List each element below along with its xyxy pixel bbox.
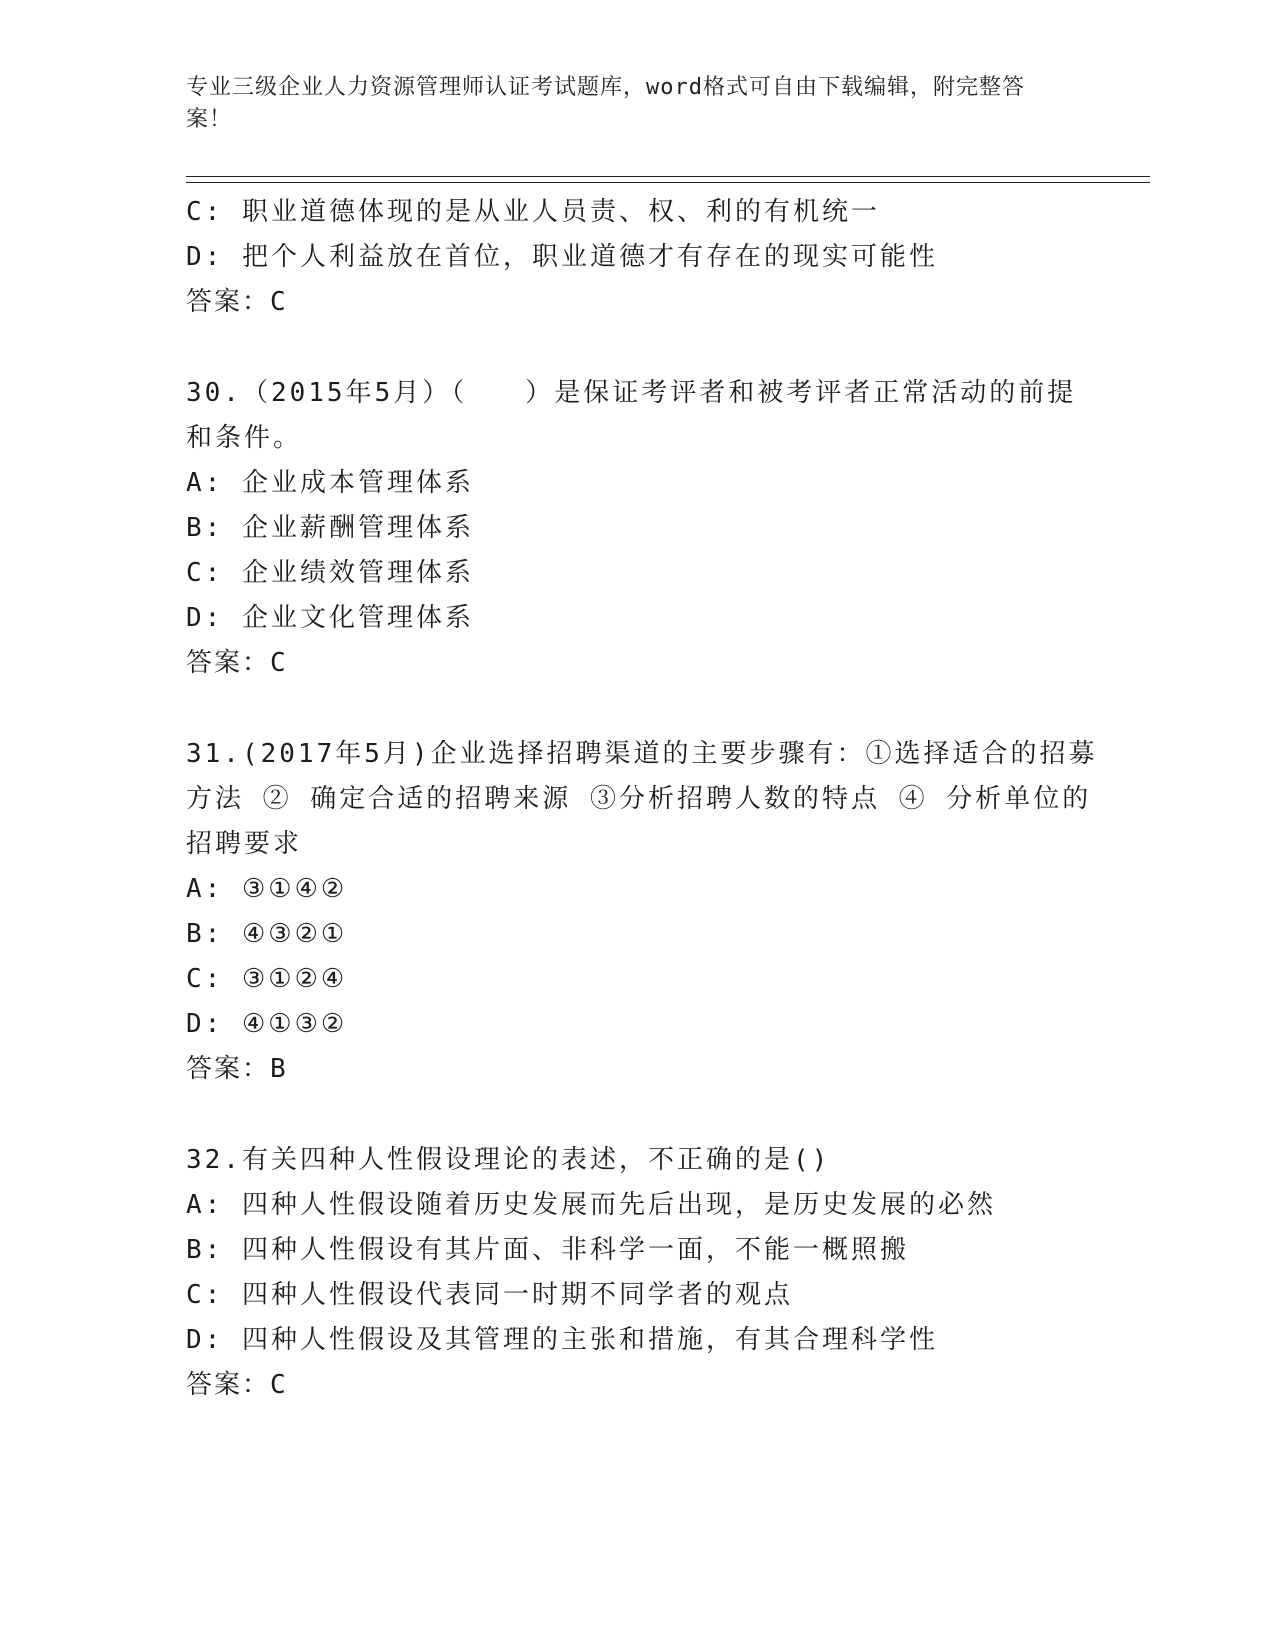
question-text-cont: 方法 ② 确定合适的招聘来源 ③分析招聘人数的特点 ④ 分析单位的 xyxy=(186,784,1092,814)
option-d: D: 四种人性假设及其管理的主张和措施，有其合理科学性 xyxy=(186,1325,938,1355)
page-header xyxy=(186,72,1066,136)
answer-line: 答案：C xyxy=(186,648,288,678)
option-a: A: 四种人性假设随着历史发展而先后出现，是历史发展的必然 xyxy=(186,1190,996,1220)
question-text-cont: 招聘要求 xyxy=(186,829,303,859)
answer-line: 答案：C xyxy=(186,287,288,317)
option-d: D: 把个人利益放在首位，职业道德才有存在的现实可能性 xyxy=(186,242,938,272)
option-a: A: ③①④② xyxy=(186,874,348,904)
question-32 xyxy=(186,1138,1086,1408)
option-b: B: 企业薪酬管理体系 xyxy=(186,513,474,543)
question-30 xyxy=(186,371,1086,686)
question-29-continuation xyxy=(186,190,1086,325)
option-c: C: ③①②④ xyxy=(186,964,348,994)
option-c: C: 职业道德体现的是从业人员责、权、利的有机统一 xyxy=(186,197,880,227)
answer-value: C xyxy=(270,287,288,317)
option-c: C: 四种人性假设代表同一时期不同学者的观点 xyxy=(186,1280,793,1310)
answer-line: 答案：C xyxy=(186,1370,288,1400)
question-text-cont: 和条件。 xyxy=(186,423,303,453)
answer-value: B xyxy=(270,1054,288,1084)
question-text: 30.（2015年5月）（ ）是保证考评者和被考评者正常活动的前提 xyxy=(186,378,1077,408)
option-b: B: 四种人性假设有其片面、非科学一面，不能一概照搬 xyxy=(186,1235,909,1265)
header-rule-bottom xyxy=(186,182,1150,183)
option-b: B: ④③②① xyxy=(186,919,348,949)
answer-value: C xyxy=(270,648,288,678)
answer-line: 答案：B xyxy=(186,1054,288,1084)
question-31 xyxy=(186,732,1098,1092)
answer-value: C xyxy=(270,1370,288,1400)
question-list xyxy=(186,190,1098,1408)
question-text: 32.有关四种人性假设理论的表述，不正确的是() xyxy=(186,1145,831,1175)
header-title: 专业三级企业人力资源管理师认证考试题库，word格式可自由下载编辑，附完整答案！ xyxy=(186,75,1025,132)
option-c: C: 企业绩效管理体系 xyxy=(186,558,474,588)
option-a: A: 企业成本管理体系 xyxy=(186,468,474,498)
header-rule-top xyxy=(186,176,1150,177)
option-d: D: 企业文化管理体系 xyxy=(186,603,474,633)
question-text: 31.(2017年5月)企业选择招聘渠道的主要步骤有：①选择适合的招募 xyxy=(186,739,1098,769)
option-d: D: ④①③② xyxy=(186,1009,348,1039)
